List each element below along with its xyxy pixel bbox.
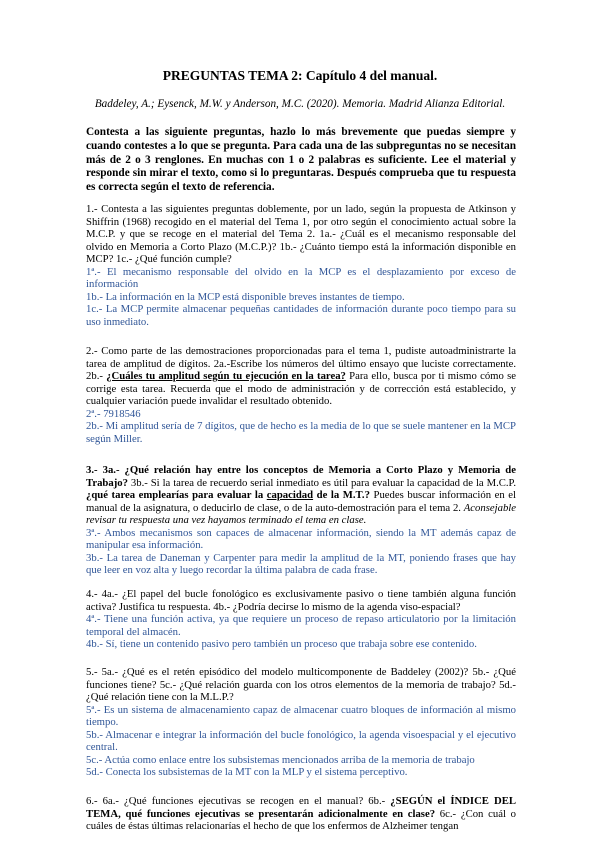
- answer-3b: 3b.- La tarea de Daneman y Carpenter para medir la amplitud de la MT, poniendo frases que hay que leer en voz alta y luego recordar la última palabra de cada frase.: [86, 551, 516, 576]
- question-3-text: [86, 464, 516, 527]
- answer-1c: 1c.- La MCP permite almacenar pequeñas cantidades de información durante poco tiempo para su uso inmediato.: [86, 303, 516, 328]
- question-3-note: Aconsejable revisar tu respuesta una vez hayamos terminado el tema en clase.: [86, 501, 516, 526]
- question-3b-emphasis: ¿qué tarea emplearías para evaluar la: [86, 489, 267, 501]
- question-4-text: 4.- 4a.- ¿El papel del bucle fonológico es exclusivamente pasivo o tiene también alguna función activa? Justifica tu respuesta. 4b.- ¿Podría decirse lo mismo de la agenda viso-espacial?: [86, 588, 516, 613]
- answer-1b: 1b.- La información en la MCP está disponible breves instantes de tiempo.: [86, 290, 405, 303]
- answer-5c: 5c.- Actúa como enlace entre los subsistemas mencionados arriba de la memoria de trabajo: [86, 753, 475, 766]
- instructions: Contesta a las siguiente preguntas, hazlo lo más brevemente que puedas siempre y cuando contestes a lo que se pregunta. Para cada una de las subpreguntas no se necesitan más de 2 o 3 renglones. En muchas con 1 o 2 palabras es suficiente. Lee el material y responde sin mirar el texto, como si lo preguntaras. Después comprueba que tu respuesta es correcta según el texto de referencia.: [86, 126, 516, 194]
- question-5-text: 5.- 5a.- ¿Qué es el retén episódico del modelo multicomponente de Baddeley (2002)? 5b.- ¿Qué funciones tiene? 5c.- ¿Qué relación guarda con los otros elementos de la memoria de trabajo? 5d.- ¿Qué relación tiene con la M.L.P.?: [86, 666, 516, 703]
- question-6: [86, 795, 516, 833]
- question-3b-emphasis-end: de la M.T.?: [313, 489, 370, 501]
- question-4: [86, 588, 516, 651]
- question-3: [86, 464, 516, 577]
- question-2-part-b: Para ello, busca por ti mismo cómo se corrige esta tarea. Recuerda que el modo de administración y de corrección está establecido, y cualquier variación puede invalidar el resultado obtenido.: [86, 370, 517, 407]
- question-2-emphasis: ¿Cuáles tu amplitud según tu ejecución en la tarea?: [106, 370, 346, 382]
- page-title: PREGUNTAS TEMA 2: Capítulo 4 del manual.: [162, 68, 438, 83]
- question-3-hint: Puedes buscar información en el manual de la asignatura, o deducirlo de clase, o de la auto-demostración para el tema 2.: [86, 489, 516, 514]
- answer-5b: 5b.- Almacenar e integrar la información del bucle fonológico, la agenda visoespacial y el ejecutivo central.: [86, 728, 516, 753]
- question-6c-text: 6c.- ¿Con cuál o cuáles de éstas últimas relacionarías el hecho de que los enfermos de Alzheimer tengan: [86, 807, 516, 832]
- question-2: [86, 345, 516, 445]
- question-1-text: 1.- Contesta a las siguientes preguntas doblemente, por un lado, según la propuesta de Atkinson y Shiffrin (1968) recogido en el material del Tema 1, por otro según el conocimiento actual sobre la M.C.P. y que se recoge en el material del Tema 2. 1a.- ¿Cuál es el mecanismo responsable del olvido en Memoria a Corto Plazo (M.C.P.)? 1b.- ¿Cuánto tiempo está la información disponible en MCP? 1c.- ¿Qué función cumple?: [86, 203, 516, 265]
- answer-2a: 2ª.- 7918546: [86, 407, 141, 420]
- answer-3a: 3ª.- Ambos mecanismos son capaces de almacenar información, siendo la MT además capaz de manipular esa información.: [86, 526, 516, 551]
- question-2-part-a: 2.- Como parte de las demostraciones proporcionadas para el tema 1, pudiste autoadministrarte la tarea de amplitud de dígitos. 2a.-Escribe los números del último ensayo que luciste correctamente. 2b.-: [86, 345, 516, 382]
- question-3b-text: 3b.- Si la tarea de recuerdo serial inmediato es útil para evaluar la capacidad de la M.C.P.: [127, 476, 516, 489]
- answer-5a: 5ª.- Es un sistema de almacenamiento capaz de almacenar cuatro bloques de información al mismo tiempo.: [86, 703, 516, 728]
- answer-1a: 1ª.- El mecanismo responsable del olvido en la MCP es el desplazamiento por exceso de información: [86, 265, 516, 290]
- answer-4b: 4b.- Sí, tiene un contenido pasivo pero también un proceso que trabaja sobre ese contenido.: [86, 638, 477, 650]
- question-3a-text: 3.- 3a.- ¿Qué relación hay entre los conceptos de Memoria a Corto Plazo y Memoria de Trabajo?: [86, 464, 516, 489]
- question-3b-underline: capacidad: [266, 489, 314, 501]
- question-6b-emphasis: ¿SEGÚN el ÍNDICE DEL TEMA, qué funciones ejecutivas se presentarán adicionalmente en clase?: [86, 795, 516, 820]
- answer-4a: 4ª.- Tiene una función activa, ya que requiere un proceso de repaso articulatorio por la limitación temporal del almacén.: [86, 613, 516, 638]
- reference-citation: Baddeley, A.; Eysenck, M.W. y Anderson, M.C. (2020). Memoria. Madrid Alianza Editorial.: [94, 98, 506, 110]
- question-6a-text: 6.- 6a.- ¿Qué funciones ejecutivas se recogen en el manual? 6b.-: [86, 795, 391, 807]
- question-6-text: [86, 795, 516, 833]
- question-1: [86, 203, 516, 328]
- answer-5d: 5d.- Conecta los subsistemas de la MT con la MLP y el sistema perceptivo.: [86, 766, 408, 778]
- answer-2b: 2b.- Mi amplitud sería de 7 dígitos, que de hecho es la media de lo que se suele mantener en la MCP según Miller.: [86, 420, 516, 445]
- question-2-text: [86, 345, 516, 408]
- question-5: [86, 666, 516, 779]
